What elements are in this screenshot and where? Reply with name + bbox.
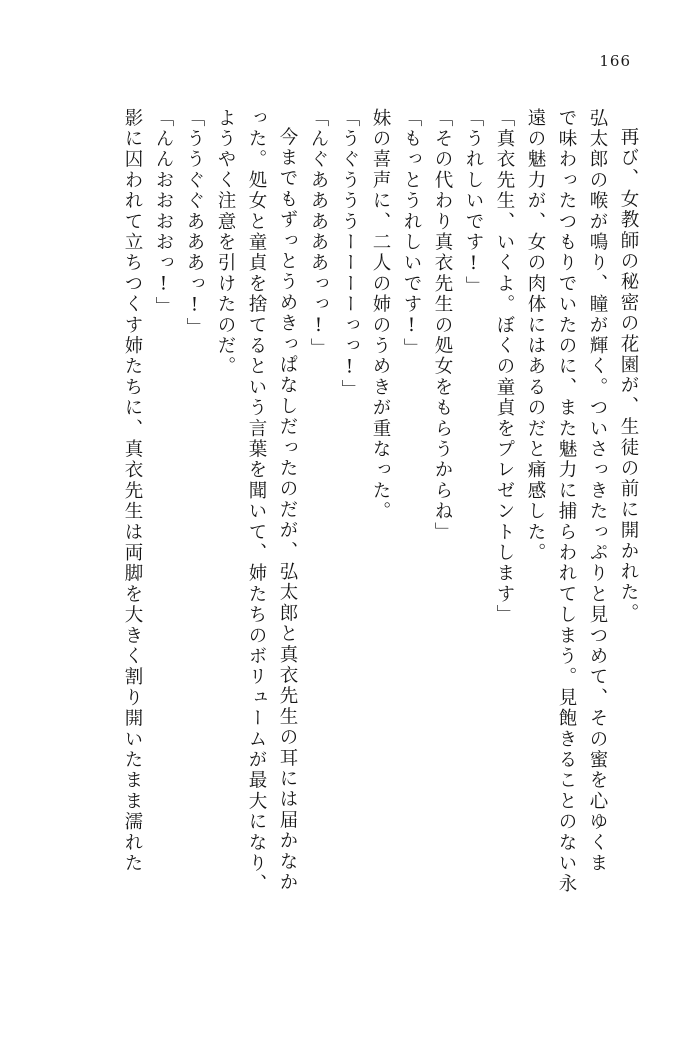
text-line: 「んんおおおおっ!」 xyxy=(153,108,174,318)
text-line: 遠の魅力が、女の肉体にはあるのだと痛感した。 xyxy=(525,108,546,564)
vertical-text-body xyxy=(52,108,637,966)
text-line: った。処女と童貞を捨てるという言葉を聞いて、姉たちのボリュームが最大になり、 xyxy=(246,108,267,895)
text-line: 「んぐあああああっっ!」 xyxy=(308,108,329,359)
text-line: 「真衣先生、いくよ。ぼくの童貞をプレゼントします」 xyxy=(494,108,515,626)
text-line: 再び、女教師の秘密の花園が、生徒の前に開かれた。 xyxy=(618,127,639,624)
page-number: 166 xyxy=(599,52,631,70)
text-line: 「うれしいです!」 xyxy=(463,108,484,297)
text-line: 影に囚われて立ちつくす姉たちに、真衣先生は両脚を大きく割り開いたまま濡れた xyxy=(122,108,143,874)
text-line: 「うぐうううーーーーっっ!」 xyxy=(339,108,360,401)
text-line: で味わったつもりでいたのに、また魅力に捕らわれてしまう。見飽きることのない永 xyxy=(556,108,577,895)
text-line: 弘太郎の喉が鳴り、瞳が輝く。ついさっきたっぷりと見つめて、その蜜を心ゆくま xyxy=(587,108,608,874)
text-line: 「その代わり真衣先生の処女をもらうからね」 xyxy=(432,108,453,543)
text-line: 妹の喜声に、二人の姉のうめきが重なった。 xyxy=(370,108,391,522)
text-line: 「もっとうれしいです!」 xyxy=(401,108,422,359)
text-line: ようやく注意を引けたのだ。 xyxy=(215,108,236,378)
text-line: 今までもずっとうめきっぱなしだったのだが、弘太郎と真衣先生の耳には届かなか xyxy=(277,127,298,893)
text-line: 「ううぐぐあああっ!」 xyxy=(184,108,205,339)
